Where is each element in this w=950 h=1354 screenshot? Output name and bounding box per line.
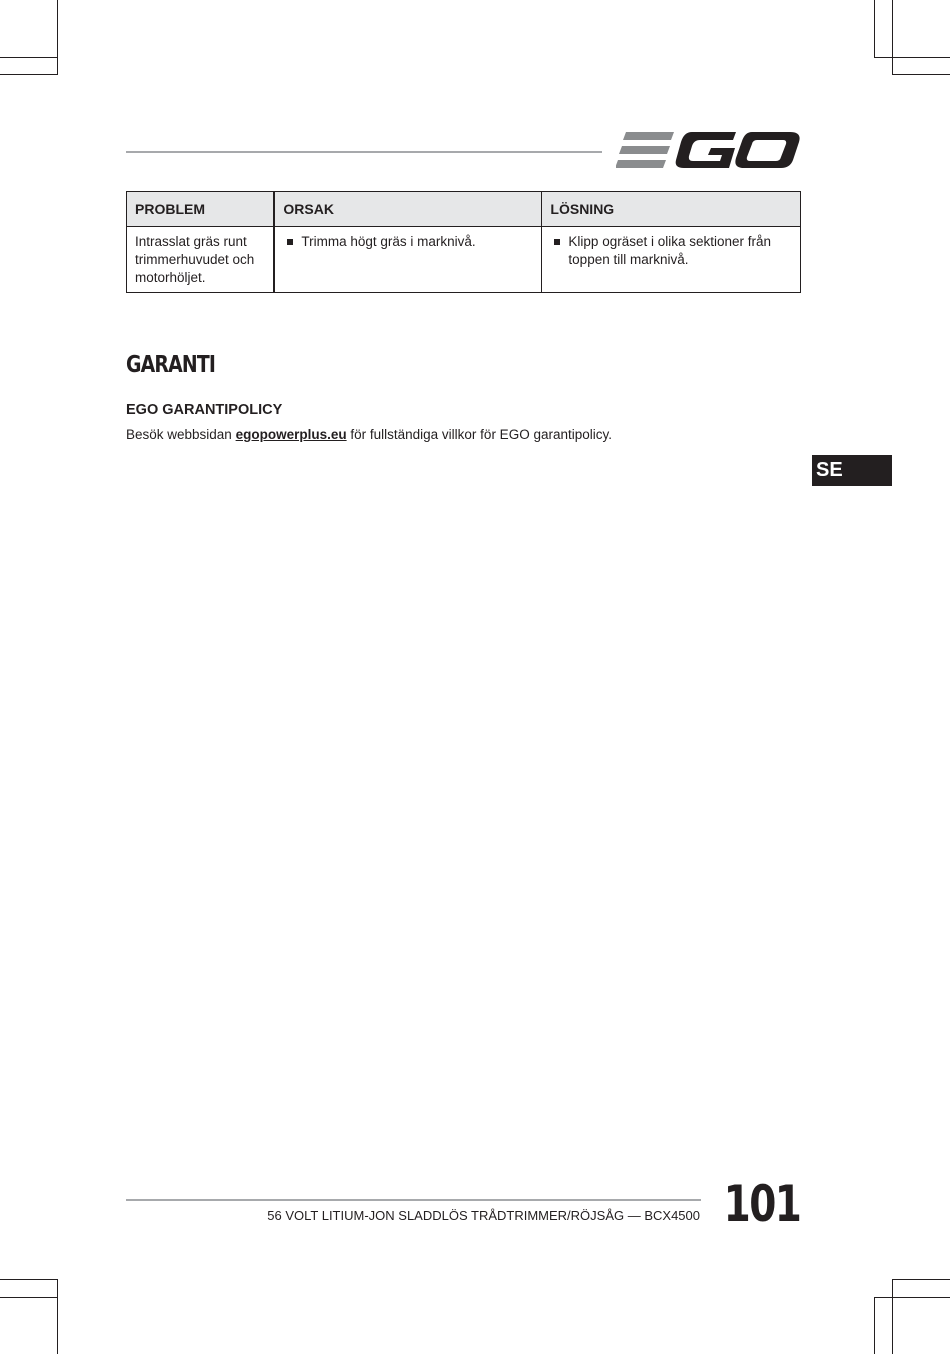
crop-mark [0,74,58,75]
crop-mark [57,0,58,75]
warranty-policy-text [126,427,612,442]
crop-mark [892,74,950,75]
square-bullet-icon [287,239,293,245]
crop-mark [892,1279,950,1280]
section-title-warranty: GARANTI [126,352,216,378]
website-link[interactable]: egopowerplus.eu [235,427,347,442]
footer-rule [126,1199,701,1201]
policy-text-before: Besök webbsidan [126,427,232,442]
subsection-title-warranty-policy: EGO GARANTIPOLICY [126,402,283,418]
solution-text: Klipp ogräset i olika sektioner från toppen till marknivå. [568,234,772,267]
table-header-row [127,192,801,227]
crop-mark [0,1279,58,1280]
crop-mark [874,0,875,58]
page-number: 101 [723,1175,800,1233]
policy-text-after: för fullständiga villkor för EGO garantipolicy. [350,427,612,442]
ego-logo [616,128,802,174]
crop-mark [892,0,893,75]
solution-cell [542,227,801,293]
troubleshooting-table [126,191,801,293]
header-rule [126,151,602,153]
crop-mark [874,1297,875,1354]
footer-product-title: 56 VOLT LITIUM-JON SLADDLÖS TRÅDTRIMMER/RÖJSÅG — BCX4500 [267,1208,700,1223]
crop-mark [874,57,950,58]
crop-mark [0,57,58,58]
crop-mark [892,1279,893,1354]
cause-cell [274,227,542,293]
crop-mark [57,1279,58,1354]
column-header-problem: PROBLEM [127,192,275,227]
problem-cell: Intrasslat gräs runt trimmerhuvudet och motorhöljet. [127,227,275,293]
column-header-solution: LÖSNING [542,192,801,227]
crop-mark [0,1297,58,1298]
language-tab: SE [812,455,892,486]
crop-mark [874,1297,950,1298]
cause-text: Trimma högt gräs i marknivå. [301,234,476,249]
column-header-cause: ORSAK [274,192,542,227]
table-row [127,227,801,293]
square-bullet-icon [554,239,560,245]
